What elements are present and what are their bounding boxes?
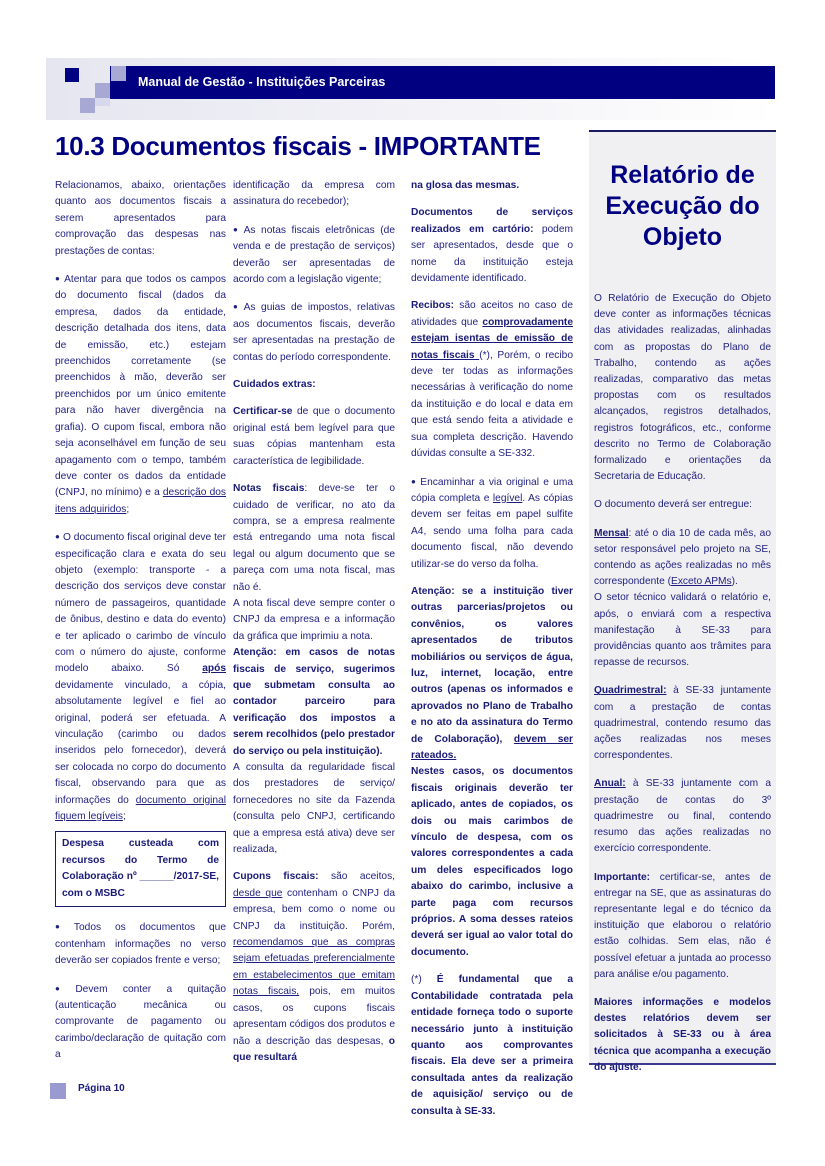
footnote-paragraph: (*) É fundamental que a Contabilidade contratada pela entidade forneça todo o suporte necessário junto à instituição quanto aos comprovantes fiscais. Ela deve ser a primeira consultada antes da realização de aquisição/ serviço ou de consulta à SE-33.: [411, 974, 573, 1117]
sidebar-setor: O setor técnico validará o relatório e, após, o enviará com a respectiva manifestação à SE-33 para providências quanto aos trâmites para repasse de recursos.: [594, 592, 771, 669]
column-1: [55, 178, 226, 1064]
bullet-verso: ● Todos os documentos que contenham informações no verso deverão ser copiados frente e verso;: [55, 919, 226, 969]
column-2: [233, 178, 395, 1066]
bullet-fields: ● Atentar para que todos os campos do documento fiscal (dados da empresa, dados da entidade, descrição detalhada dos itens, data de emissão, etc.) estejam preenchidos corretamente (se preenchidos à mão, deverão ser preenchidos por um único emitente para não haver divergência na grafia). O cupom fiscal, embora não seja aconselhável em função de seu apagamento com o tempo, também deve conter os dados da entidade (CNPJ, no mínimo) e a descrição dos itens adquiridos;: [55, 271, 226, 518]
sidebar-relatorio: [589, 130, 776, 1073]
bullet-original-document: ● O documento fiscal original deve ter especificação clara e exata do seu objeto (exemplo: transporte - a descrição dos serviços deve constar número de passageiros, quantidade de ônibus, destino e data do evento) e ter aplicado o carimbo de vínculo com o número do ajuste, conforme modelo abaixo. Só após devidamente vinculado, a cópia, absolutamente legível e fiel ao original, poderá ser efetuada. A vinculação (carimbo ou dados inseridos pelo fornecedor), deverá ser colocada no corpo do documento fiscal, observando para que as informações do documento original fiquem legíveis;: [55, 529, 226, 825]
decorative-square: [95, 98, 110, 106]
consulta-paragraph: A consulta da regularidade fiscal dos prestadores de serviço/ fornecedores no site da Fazenda (consulta pelo CNPJ, certificando que a empresa está ativa) deve ser realizada,: [233, 762, 395, 856]
cupons-paragraph: Cupons fiscais: são aceitos, desde que contenham o CNPJ da empresa, bem como o nome ou CNPJ da instituição. Porém, recomendamos que as compras sejam efetuadas preferencialmente em estabelecimentos que emitam notas fiscais, pois, em muitos casos, os cupons fiscais apresentam códigos dos produtos e não a descrição das despesas, o que resultará: [233, 871, 395, 1063]
sidebar-anual: Anual: à SE-33 juntamente com a prestação de contas do 3º quadrimestre ou final, contendo resumo das ações realizadas no exercício correspondente.: [594, 778, 771, 855]
sidebar-mensal: Mensal: até o dia 10 de cada mês, ao setor responsável pelo projeto na SE, contendo as ações realizadas no mês correspondente (Exceto APMs).: [594, 527, 771, 588]
section-title: 10.3 Documentos fiscais - IMPORTANTE: [55, 131, 541, 161]
nestes-casos-paragraph: Nestes casos, os documentos fiscais originais deverão ter aplicado, antes de copiados, os dois ou mais carimbos de vínculo de despesa, com os valores correspondentes a cada um deles especificados logo abaixo do carimbo, inclusive a parte paga com recursos próprios. A soma desses rateios deverá ser igual ao valor total do documento.: [411, 766, 573, 958]
header-title: Manual de Gestão - Instituições Parceiras: [138, 75, 386, 89]
stamp-model-box: Despesa custeada com recursos do Termo de Colaboração nº ______/2017-SE, com o MSBC: [55, 831, 226, 907]
sidebar-delivery: O documento deverá ser entregue:: [594, 499, 753, 511]
bullet-nfe: ● As notas fiscais eletrônicas (de venda e de prestação de serviços) deverão ser apresentadas de acordo com a legislação vigente;: [233, 222, 395, 289]
atencao-servico-paragraph: Atenção: em casos de notas fiscais de serviço, sugerimos que submetam consulta ao contador parceiro para verificação dos impostos a serem recolhidos (pelo prestador do serviço ou pela instituição).: [233, 647, 395, 757]
sidebar-title: Relatório de Execução do Objeto: [605, 161, 760, 251]
decorative-square: [95, 83, 110, 98]
bullet-guias: ● As guias de impostos, relativas aos documentos fiscais, deverão ser apresentadas na prestação de contas do período correspondente.: [233, 299, 395, 366]
certificar-paragraph: Certificar-se de que o documento original está bem legível para que suas cópias mantenham esta característica de legibilidade.: [233, 406, 395, 467]
bullet-encaminhar: ● Encaminhar a via original e uma cópia completa e legível. As cópias devem ser feitas em papel sulfite A4, sendo uma folha para cada documento fiscal, não devendo utilizar-se do verso da folha.: [411, 474, 573, 573]
notas-cnpj-paragraph: A nota fiscal deve sempre conter o CNPJ da empresa e a informação da gráfica que imprimiu a nota.: [233, 597, 395, 642]
intro-paragraph: Relacionamos, abaixo, orientações quanto aos documentos fiscais a serem apresentados para comprovação das despesas nas prestações de contas:: [55, 180, 226, 257]
decorative-square: [80, 98, 95, 113]
decorative-square: [111, 66, 126, 81]
sidebar-intro: O Relatório de Execução do Objeto deve conter as informações técnicas das atividades realizadas, alinhadas com as propostas do Plano de Trabalho, contendo as ações realizadas, comparativo das metas propostas com os resultados alcançados, registros detalhados, registros fotográficos, etc., conforme descrito no Termo de Colaboração formalizado e orientações da Secretaria de Educação.: [594, 293, 771, 483]
footer-square: [50, 1083, 66, 1099]
page-number: Página 10: [78, 1083, 125, 1094]
bullet-quitacao: ● Devem conter a quitação (autenticação mecânica ou comprovante de pagamento ou carimbo/declaração de quitação com a: [55, 981, 226, 1064]
extras-heading: Cuidados extras:: [233, 379, 316, 391]
sidebar-quadrimestral: Quadrimestral: à SE-33 juntamente com a prestação de contas quadrimestral, contendo resumo das ações realizadas nos meses correspondentes.: [594, 685, 771, 762]
sidebar-maiores: Maiores informações e modelos destes relatórios devem ser solicitados à SE-33 ou à área técnica que acompanha a execução do ajuste.: [594, 996, 771, 1073]
sidebar-importante: Importante: certificar-se, antes de entregar na SE, que as assinaturas do representante legal e do técnico da instituição que elaborou o relatório estão colhidas. Sem elas, não é possível efetuar a juntada ao processo para análise e/ou pagamento.: [594, 871, 771, 980]
sidebar-body: [589, 291, 776, 1076]
atencao-rateio-paragraph: Atenção: se a instituição tiver outras parcerias/projetos ou convênios, os valores apresentados de tributos mobiliários ou serviços de água, luz, internet, locação, entre outros (apenas os informados e aprovados no Plano de Trabalho e no ato da assinatura do Termo de Colaboração), devem ser rateados.: [411, 585, 573, 761]
continuation-text: identificação da empresa com assinatura do recebedor);: [233, 180, 395, 208]
decorative-square: [65, 68, 79, 82]
continuation-text: na glosa das mesmas.: [411, 180, 520, 191]
recibos-paragraph: Recibos: são aceitos no caso de atividades que comprovadamente estejam isentas de emissão de notas fiscais (*), Porém, o recibo deve ter todas as informações necessárias à verificação do nome da instituição e do local e data em que está sendo feita a atividade e sua completa descrição. Havendo dúvidas consulte a SE-332.: [411, 300, 573, 460]
notas-paragraph: Notas fiscais: deve-se ter o cuidado de verificar, no ato da compra, se a empresa realmente está entregando uma nota fiscal legal ou algum documento que se pareça com uma nota fiscal, mas não é.: [233, 483, 395, 593]
column-3: [411, 178, 573, 1131]
cartorio-paragraph: Documentos de serviços realizados em cartório: podem ser apresentados, desde que o nome da instituição esteja devidamente identificado.: [411, 207, 573, 285]
